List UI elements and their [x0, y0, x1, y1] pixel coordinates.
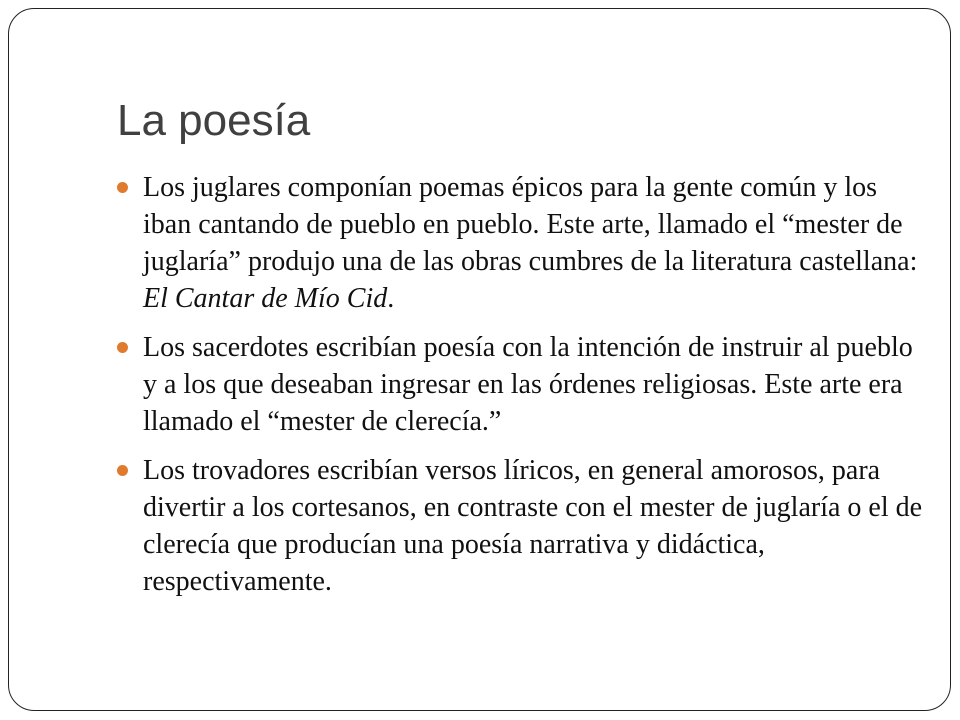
- bullet-dot-icon: [117, 465, 128, 476]
- bullet-text-juglares-end: .: [387, 283, 395, 314]
- bullet-list: [113, 169, 925, 612]
- bullet-text-juglares: Los juglares componían poemas épicos para la gente común y los iban cantando de pueblo en pueblo. Este arte, llamado el “mester de juglaría” produjo una de las obras cumbres de la literatura castellana:: [143, 172, 918, 277]
- bullet-text-sacerdotes: Los sacerdotes escribían poesía con la intención de instruir al pueblo y a los que deseaban ingresar en las órdenes religiosas. Este arte era llamado el “mester de clerecía.”: [143, 332, 913, 437]
- bullet-dot-icon: [117, 182, 128, 193]
- bullet-item-juglares: [113, 169, 925, 317]
- bullet-dot-icon: [117, 342, 128, 353]
- bullet-emphasis-cantar: El Cantar de Mío Cid: [143, 283, 388, 314]
- slide-title: La poesía: [117, 96, 311, 145]
- slide-frame: [8, 8, 951, 711]
- bullet-text-trovadores: Los trovadores escribían versos líricos, en general amorosos, para divertir a los cortesanos, en contraste con el mester de juglaría o el de clerecía que producían una poesía narrativa y didáctica, respectivamente.: [143, 455, 923, 597]
- bullet-item-sacerdotes: [113, 329, 925, 440]
- bullet-item-trovadores: [113, 452, 925, 600]
